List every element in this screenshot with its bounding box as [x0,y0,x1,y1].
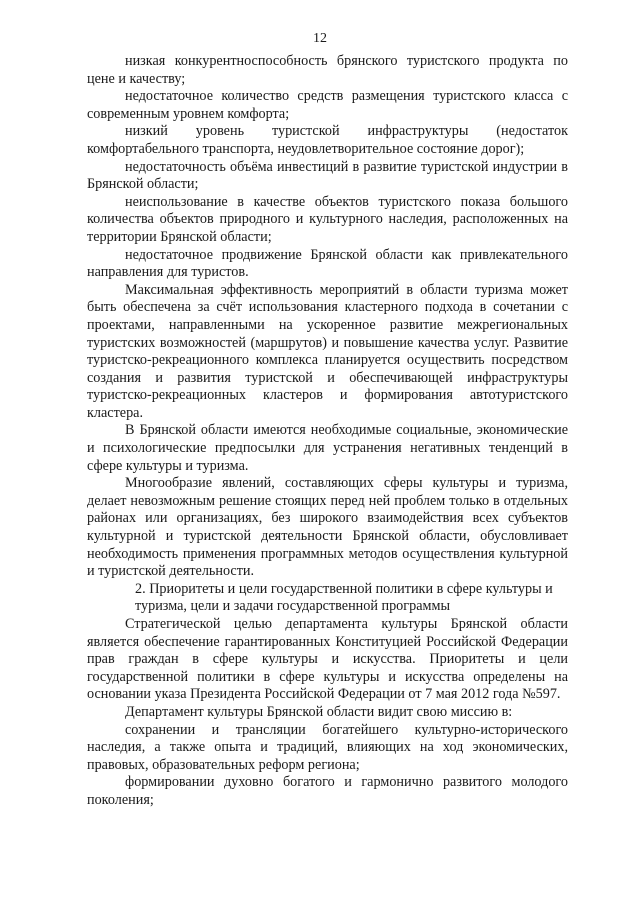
paragraph: Многообразие явлений, составляющих сферы культуры и туризма, делает невозможным решение стоящих перед ней проблем только в отдельных районах или организациях, без широкого взаимодействия всех субъектов культурной и туристской деятельности Брянской области, обусловливает необходимость применения программных методов осуществления культурной и туристской деятельности. [87,475,568,580]
body-text [87,53,568,810]
paragraph: В Брянской области имеются необходимые социальные, экономические и психологические предпосылки для устранения негативных тенденций в сфере культуры и туризма. [87,422,568,474]
paragraph: формировании духовно богатого и гармонично развитого молодого поколения; [87,774,568,808]
paragraph: недостаточное продвижение Брянской области как привлекательного направления для туристов. [87,246,568,281]
paragraph: недостаточность объёма инвестиций в развитие туристской индустрии в Брянской области; [87,158,568,193]
section-heading-line: туризма, цели и задачи государственной программы [135,598,450,615]
paragraph: сохранении и трансляции богатейшего культурно-исторического наследия, а также опыта и традиций, влияющих на ход экономических, правовых, образовательных реформ региона; [87,721,568,773]
page-number: 12 [313,31,327,46]
paragraph: низкая конкурентноспособность брянского туристского продукта по цене и качеству; [87,53,568,87]
paragraph: Департамент культуры Брянской области видит свою миссию в: [125,703,513,720]
paragraph: недостаточное количество средств размещения туристского класса с современным уровнем комфорта; [87,88,568,122]
section-heading-line: 2. Приоритеты и цели государственной политики в сфере культуры и [135,580,553,597]
paragraph: Максимальная эффективность мероприятий в области туризма может быть обеспечена за счёт использования кластерного подхода в сочетании с проектами, направленными на ускоренное развитие межрегиональных туристских возможностей (маршрутов) и повышение качества услуг. Развитие туристско-рекреационного комплекса планируется осуществить посредством создания и развития туристской и обеспечивающей инфраструктуры туристско-рекреационных кластеров и формирования автотуристского кластера. [87,281,568,421]
section-heading [87,581,568,616]
paragraph: Стратегической целью департамента культуры Брянской области является обеспечение гарантированных Конституцией Российской Федерации прав граждан в сфере культуры и искусства. Приоритеты и цели государственной политики в сфере культуры и искусства определены на основании указа Президента Российской Федерации от 7 мая 2012 года №597. [87,616,568,703]
paragraph: низкий уровень туристской инфраструктуры (недостаток комфортабельного транспорта, неудовлетворительное состояние дорог); [87,123,568,157]
paragraph: неиспользование в качестве объектов туристского показа большого количества объектов природного и культурного наследия, расположенных на территории Брянской области; [87,193,568,245]
